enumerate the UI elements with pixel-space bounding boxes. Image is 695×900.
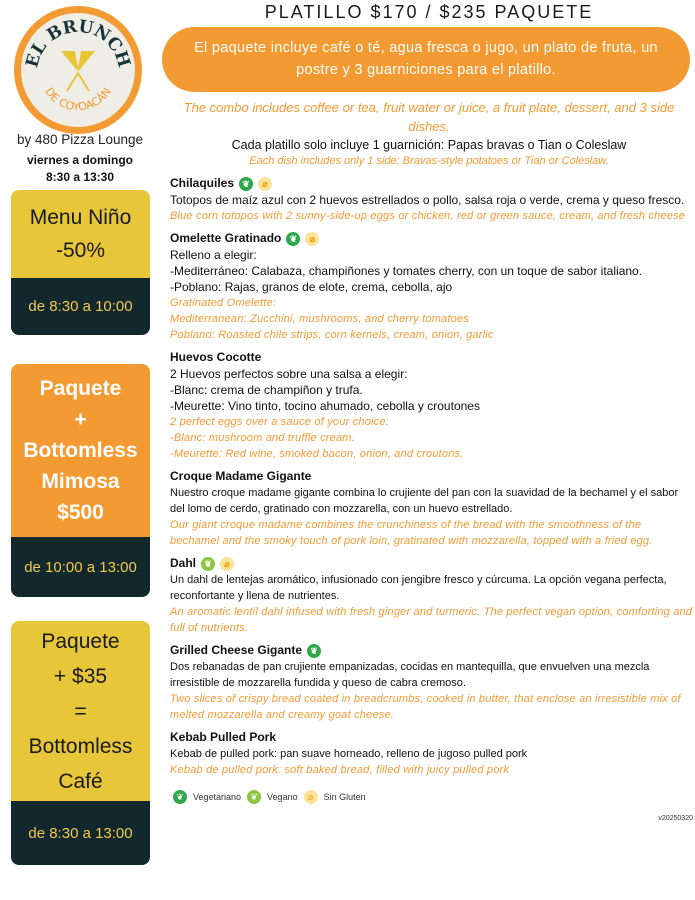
item-name-row <box>170 729 693 746</box>
item-description: -Meurette: Vino tinto, tocino ahumado, cebolla y croutones <box>170 399 480 413</box>
promo-line: Bottomless <box>28 734 133 758</box>
menu-items <box>165 175 693 778</box>
item-description: -Mediterráneo: Calabaza, champiñones y tomates cherry, con un toque de sabor italiano. <box>170 264 643 278</box>
by-line: by 480 Pizza Lounge <box>16 132 144 147</box>
item-description: -Blanc: crema de champiñon y trufa. <box>170 383 363 397</box>
item-description: -Poblano: Rajas, granos de elote, crema, cebolla, ajo <box>170 280 453 294</box>
side-note: Cada platillo solo incluye 1 guarnición: Papas bravas o Tian o Coleslaw <box>231 138 627 152</box>
vegetarian-icon: ❦ <box>286 232 300 246</box>
item-name: Croque Madame Gigante <box>170 469 312 483</box>
item-description-english: Blue corn totopos with 2 sunny-side-up eggs or chicken, red or green sauce, cream, and fresh cheese <box>170 210 686 222</box>
item-description: Dos rebanadas de pan crujiente empanizadas, cocidas en mantequilla, que envuelven una mezcla irresistible de mozzarella fundida y queso de cabra cremoso. <box>170 661 650 689</box>
item-description-english: Mediterranean: Zucchini, mushrooms, and cherry tomatoes <box>170 313 469 325</box>
gluten-free-icon: ⌀ <box>220 557 234 571</box>
item-description-english: Our giant croque madame combines the crunchiness of the bread with the smoothness of the bechamel and the smoky touch of pork loin, gratinated with mozzarella, topped with a fried egg. <box>170 519 653 547</box>
promo-mimosa <box>11 364 150 597</box>
legend-vegan: Vegano <box>267 792 298 802</box>
promo-line: + <box>74 408 87 431</box>
side-note-english: Each dish includes only 1 side: Bravas-style potatoes or Tian or Coleslaw. <box>249 155 609 167</box>
menu-item <box>165 349 693 462</box>
vegetarian-icon: ❦ <box>173 790 187 804</box>
vegetarian-icon: ❦ <box>239 177 253 191</box>
item-name: Kebab Pulled Pork <box>170 730 277 744</box>
item-name-row <box>170 642 693 659</box>
promo-kids <box>11 190 150 335</box>
item-description: 2 Huevos perfectos sobre una salsa a elegir: <box>170 367 408 381</box>
item-name: Grilled Cheese Gigante <box>170 643 303 657</box>
vegan-icon: ❦ <box>247 790 261 804</box>
menu-item <box>165 729 693 778</box>
item-description-english: An aromatic lentil dahl infused with fresh ginger and turmeric. The perfect vegan option, comforting and full of nutrients. <box>170 606 693 634</box>
menu-item <box>165 230 693 343</box>
item-description: Relleno a elegir: <box>170 248 257 262</box>
promo-time: de 8:30 a 10:00 <box>11 278 150 335</box>
promo-line: Mimosa <box>41 470 120 493</box>
item-description: Totopos de maíz azul con 2 huevos estrellados o pollo, salsa roja o verde, crema y queso fresco. <box>170 193 685 207</box>
promo-line: Menu Niño <box>29 206 132 229</box>
item-name: Dahl <box>170 556 197 570</box>
menu-item <box>165 642 693 723</box>
menu-item <box>165 175 693 224</box>
item-description-english: 2 perfect eggs over a sauce of your choice: <box>170 416 389 428</box>
promo-line: + $35 <box>53 664 108 688</box>
promo-line: Paquete <box>39 377 122 400</box>
gluten-free-icon: ⌀ <box>304 790 318 804</box>
promo-line: $500 <box>57 501 104 524</box>
combo-english: The combo includes coffee or tea, fruit water or juice, a fruit plate, dessert, and 3 side dishes. <box>183 100 675 134</box>
item-description-english: Kebab de pulled pork: soft baked bread, filled with juicy pulled pork <box>170 764 510 776</box>
item-name-row <box>170 349 693 366</box>
menu-item <box>165 555 693 636</box>
promo-cafe <box>11 621 150 865</box>
svg-text:EL BRUNCH: EL BRUNCH <box>22 16 134 70</box>
item-name-row <box>170 468 693 485</box>
item-name: Huevos Cocotte <box>170 350 262 364</box>
item-description-english: -Meurette: Red wine, smoked bacon, onion, and croutons. <box>170 448 464 460</box>
item-description: Kebab de pulled pork: pan suave horneado, relleno de jugoso pulled pork <box>170 748 528 760</box>
item-description-english: -Blanc: mushroom and truffle cream. <box>170 432 355 444</box>
menu-item <box>165 468 693 549</box>
promo-line: = <box>74 699 87 723</box>
legend <box>173 790 693 804</box>
legend-vegetarian: Vegetariano <box>193 792 242 802</box>
item-description: Nuestro croque madame gigante combina lo crujiente del pan con la suavidad de la bechamel y el sabor del lomo de cerdo, gratinado con mozzarella, con un huevo estrellado. <box>170 487 679 515</box>
gluten-free-icon: ⌀ <box>305 232 319 246</box>
vegetarian-icon: ❦ <box>307 644 321 658</box>
promo-line: Paquete <box>41 629 120 653</box>
item-description-english: Gratinated Omelette: <box>170 297 277 309</box>
item-name-row <box>170 555 693 572</box>
hours: 8:30 a 13:30 <box>45 170 115 184</box>
version: v20250320 <box>658 815 693 822</box>
promo-time: de 10:00 a 13:00 <box>11 537 150 597</box>
days: viernes a domingo <box>26 153 134 167</box>
opening-hours <box>0 152 160 186</box>
item-description-english: Poblano: Roasted chile strips, corn kernels, cream, onion, garlic <box>170 329 494 341</box>
item-name: Omelette Gratinado <box>170 231 282 245</box>
page-title: PLATILLO $170 / $235 PAQUETE <box>264 2 594 22</box>
promo-line: Café <box>58 769 103 793</box>
item-name-row <box>170 230 693 247</box>
item-description: Un dahl de lentejas aromático, infusionado con jengibre fresco y cúrcuma. La opción vegana perfecta, reconfortante y llena de nutrientes. <box>170 574 667 602</box>
vegan-icon: ❦ <box>201 557 215 571</box>
promo-time: de 8:30 a 13:00 <box>11 801 150 865</box>
legend-gluten-free: Sin Gluten <box>323 792 366 802</box>
svg-text:DE COYOACÁN: DE COYOACÁN <box>42 85 114 114</box>
gluten-free-icon: ⌀ <box>258 177 272 191</box>
menu-column <box>165 0 693 826</box>
item-description-english: Two slices of crispy bread coated in breadcrumbs, cooked in butter, that enclose an irresistible mix of melted mozzarella and creamy goat cheese. <box>170 693 681 721</box>
package-banner: El paquete incluye café o té, agua fresca o jugo, un plato de fruta, un postre y 3 guarniciones para el platillo. <box>162 27 690 92</box>
logo <box>14 6 142 134</box>
promo-line: -50% <box>55 239 106 262</box>
item-name: Chilaquiles <box>170 176 235 190</box>
promo-line: Bottomless <box>23 439 138 462</box>
item-name-row <box>170 175 693 192</box>
